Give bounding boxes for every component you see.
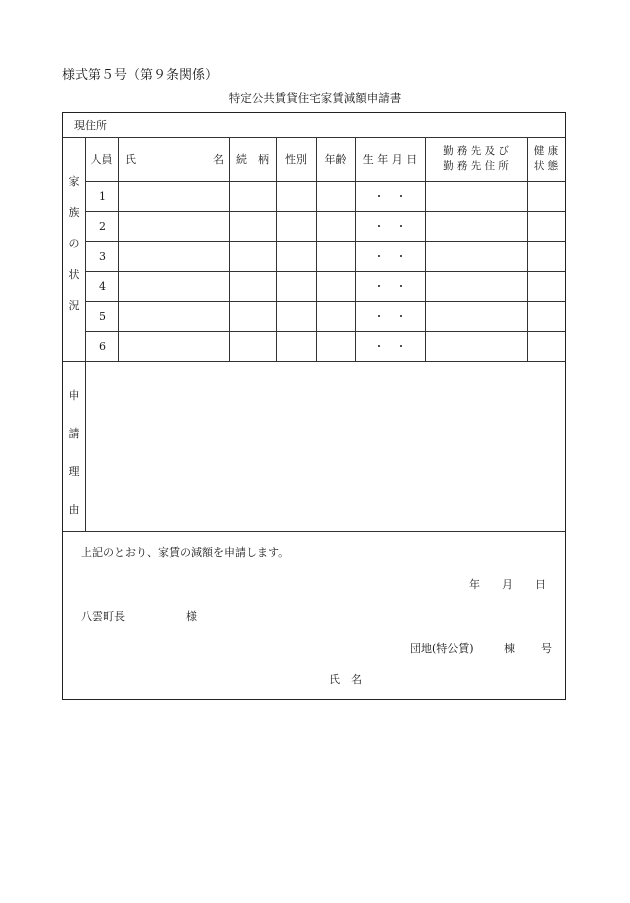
rule-col (316, 137, 317, 361)
reason-field[interactable] (87, 363, 563, 529)
label-char: 家 (68, 175, 80, 188)
application-form (62, 112, 566, 700)
label-char: 況 (68, 299, 80, 312)
header-workplace-line1: 勤 務 先 及 び (443, 145, 509, 157)
label-char: の (68, 237, 80, 250)
label-char: 状 (68, 268, 80, 281)
birth-date-separator: ・ ・ (373, 190, 407, 203)
rule-col (229, 137, 230, 361)
birth-date-separator: ・ ・ (373, 250, 407, 263)
birth-date-separator: ・ ・ (373, 220, 407, 233)
label-char: 理 (68, 465, 80, 478)
form-number: 様式第５号（第９条関係） (62, 68, 219, 83)
header-member: 人員 (90, 153, 113, 166)
addressee: 八雲町長 (81, 610, 125, 623)
building-label: 棟 (504, 642, 515, 655)
header-workplace-line2: 勤 務 先 住 所 (443, 160, 509, 172)
date-line: 年 月 日 (469, 578, 546, 591)
address-field[interactable] (119, 114, 563, 136)
header-age: 年齢 (324, 153, 347, 166)
header-name-right: 名 (213, 153, 224, 166)
header-workplace (425, 144, 527, 174)
header-health (527, 144, 565, 174)
rule-col (355, 137, 356, 361)
reason-section-label (63, 387, 85, 517)
birth-date-separator: ・ ・ (373, 310, 407, 323)
complex-label: 団地(特公賃) (410, 642, 474, 655)
rule-family-end (63, 361, 565, 362)
rule-row (85, 301, 565, 302)
rule-col (118, 137, 119, 361)
rule-row (85, 211, 565, 212)
family-section-label (63, 173, 85, 313)
unit-label: 号 (541, 642, 552, 655)
application-statement: 上記のとおり、家賃の減額を申請します。 (81, 546, 290, 559)
rule-header (85, 181, 565, 182)
header-relationship: 続 柄 (236, 153, 269, 166)
row-number: 3 (99, 250, 106, 263)
rule-row (85, 331, 565, 332)
header-health-line2: 状 態 (533, 160, 559, 172)
label-char: 由 (68, 503, 80, 516)
header-birth-date: 生 年 月 日 (362, 153, 418, 166)
address-label: 現住所 (74, 119, 107, 132)
rule-address (63, 137, 565, 138)
label-char: 申 (68, 389, 80, 402)
header-name-left: 氏 (125, 153, 136, 166)
honorific: 様 (186, 610, 197, 623)
birth-date-separator: ・ ・ (373, 280, 407, 293)
rule-row (85, 241, 565, 242)
rule-row (85, 271, 565, 272)
birth-date-separator: ・ ・ (373, 340, 407, 353)
row-number: 5 (99, 310, 106, 323)
header-gender: 性別 (285, 153, 307, 166)
row-number: 4 (99, 280, 106, 293)
rule-col (276, 137, 277, 361)
row-number: 6 (99, 340, 106, 353)
rule-reason-end (63, 531, 565, 532)
applicant-name-label: 氏 名 (329, 673, 362, 686)
row-number: 1 (99, 190, 106, 203)
label-char: 族 (68, 206, 80, 219)
row-number: 2 (99, 220, 106, 233)
document-title: 特定公共賃貸住宅家賃減額申請書 (228, 91, 402, 105)
header-health-line1: 健 康 (533, 145, 559, 157)
rule-label-col (85, 137, 86, 531)
label-char: 請 (68, 427, 80, 440)
